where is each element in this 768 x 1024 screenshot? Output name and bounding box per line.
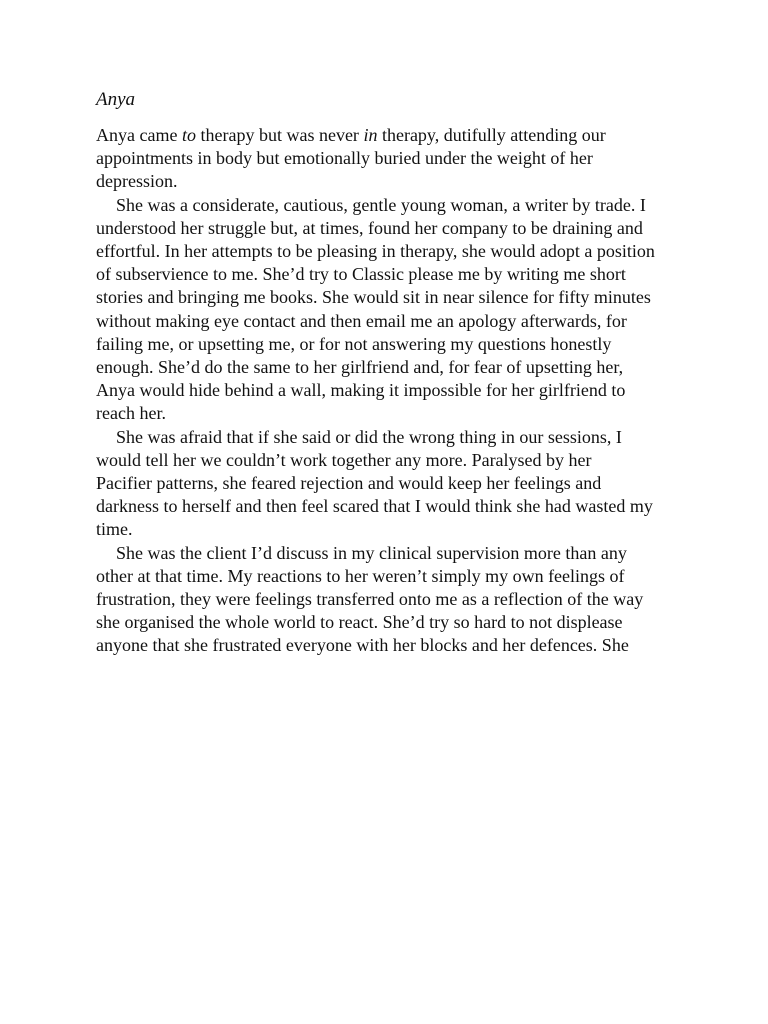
- paragraph-1: [96, 124, 676, 194]
- text-line: she organised the whole world to react. She’d try so hard to not displease: [96, 612, 623, 633]
- text-line: reach her.: [96, 403, 166, 424]
- text-line: Anya would hide behind a wall, making it impossible for her girlfriend to: [96, 380, 626, 401]
- text-line: depression.: [96, 171, 178, 192]
- paragraph-2: [96, 194, 676, 426]
- text-run: therapy, dutifully attending our: [377, 125, 606, 145]
- text-line: She was afraid that if she said or did the wrong thing in our sessions, I: [116, 426, 622, 447]
- text-line: understood her struggle but, at times, found her company to be draining and: [96, 217, 643, 238]
- section-heading: Anya: [96, 89, 136, 110]
- paragraph-3: [96, 426, 676, 542]
- text-line: anyone that she frustrated everyone with her blocks and her defences. She: [96, 635, 629, 656]
- text-line: darkness to herself and then feel scared that I would think she had wasted my: [96, 496, 653, 517]
- text-line: time.: [96, 519, 133, 540]
- text-line: failing me, or upsetting me, or for not answering my questions honestly: [96, 333, 612, 354]
- text-line: stories and bringing me books. She would sit in near silence for fifty minutes: [96, 287, 651, 308]
- text-line: [96, 124, 676, 147]
- text-line: enough. She’d do the same to her girlfriend and, for fear of upsetting her,: [96, 357, 624, 378]
- text-line: without making eye contact and then email me an apology afterwards, for: [96, 310, 627, 331]
- text-line: She was a considerate, cautious, gentle young woman, a writer by trade. I: [116, 194, 646, 215]
- text-line: other at that time. My reactions to her weren’t simply my own feelings of: [96, 565, 625, 586]
- text-line: of subservience to me. She’d try to Classic please me by writing me short: [96, 264, 626, 285]
- paragraph-4: [96, 542, 676, 658]
- text-line: effortful. In her attempts to be pleasing in therapy, she would adopt a position: [96, 241, 655, 262]
- body-text: [96, 124, 676, 658]
- text-line: Pacifier patterns, she feared rejection and would keep her feelings and: [96, 473, 602, 494]
- text-line: would tell her we couldn’t work together any more. Paralysed by her: [96, 449, 592, 470]
- text-line: She was the client I’d discuss in my clinical supervision more than any: [116, 542, 627, 563]
- emphasis-text: to: [181, 125, 196, 145]
- text-run: therapy but was never: [195, 125, 364, 145]
- emphasis-text: in: [363, 125, 378, 145]
- text-line: appointments in body but emotionally buried under the weight of her: [96, 148, 593, 169]
- text-line: frustration, they were feelings transferred onto me as a reflection of the way: [96, 589, 644, 610]
- text-run: Anya came: [96, 125, 182, 145]
